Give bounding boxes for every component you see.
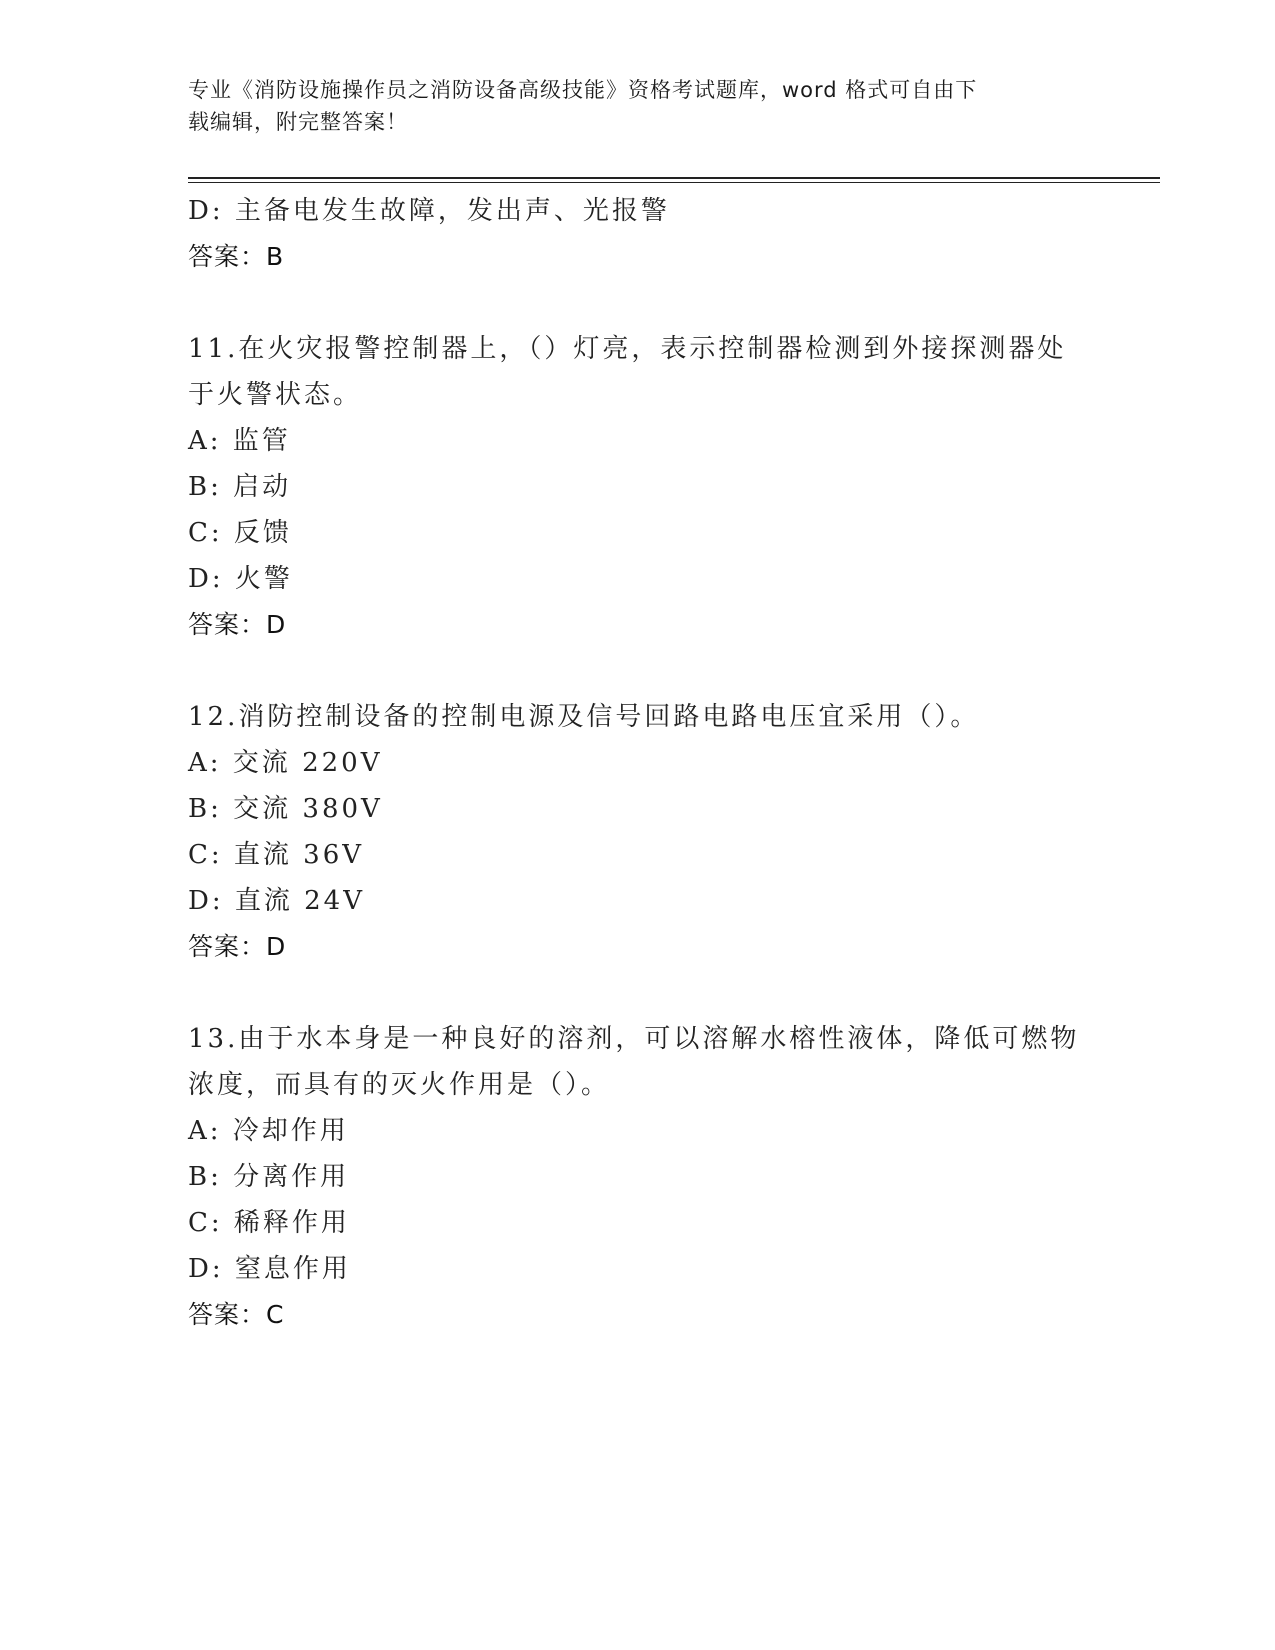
option-d: D: 火警: [188, 564, 293, 594]
option-b: B: 启动: [188, 472, 292, 502]
question-list: [188, 188, 1088, 1338]
question-12: [188, 694, 1088, 970]
option-a: A: 交流 220V: [188, 748, 383, 778]
answer-line: 答案：B: [188, 242, 285, 271]
question-stem-line-2: 于火警状态。: [188, 380, 363, 410]
option-b: B: 交流 380V: [188, 794, 383, 824]
question-stem-line-1: 11.在火灾报警控制器上，（）灯亮，表示控制器检测到外接探测器处: [188, 334, 1067, 364]
header-divider-thick: [188, 177, 1160, 179]
answer-line: 答案：D: [188, 932, 287, 961]
answer-line: 答案：C: [188, 1300, 285, 1329]
option-c: C: 直流 36V: [188, 840, 365, 870]
question-11: [188, 326, 1088, 648]
question-13: [188, 1016, 1088, 1338]
question-stem-line-2: 浓度，而具有的灭火作用是（）。: [188, 1070, 611, 1100]
question-stem-line-1: 12.消防控制设备的控制电源及信号回路电路电压宜采用（）。: [188, 702, 980, 732]
option-a: A: 监管: [188, 426, 291, 456]
option-b: B: 分离作用: [188, 1162, 350, 1192]
document-header: [188, 74, 1068, 138]
option-d: D: 窒息作用: [188, 1254, 351, 1284]
option-a: A: 冷却作用: [188, 1116, 349, 1146]
header-divider-thin: [188, 182, 1160, 183]
previous-question-tail: [188, 188, 1088, 280]
question-stem-line-1: 13.由于水本身是一种良好的溶剂，可以溶解水榕性液体，降低可燃物: [188, 1024, 1080, 1054]
header-line-1: 专业《消防设施操作员之消防设备高级技能》资格考试题库，word 格式可自由下: [188, 78, 978, 102]
option-d: D: 主备电发生故障，发出声、光报警: [188, 196, 670, 226]
option-c: C: 反馈: [188, 518, 292, 548]
option-c: C: 稀释作用: [188, 1208, 350, 1238]
option-d: D: 直流 24V: [188, 886, 365, 916]
header-line-2: 载编辑，附完整答案！: [188, 110, 408, 134]
answer-line: 答案：D: [188, 610, 287, 639]
